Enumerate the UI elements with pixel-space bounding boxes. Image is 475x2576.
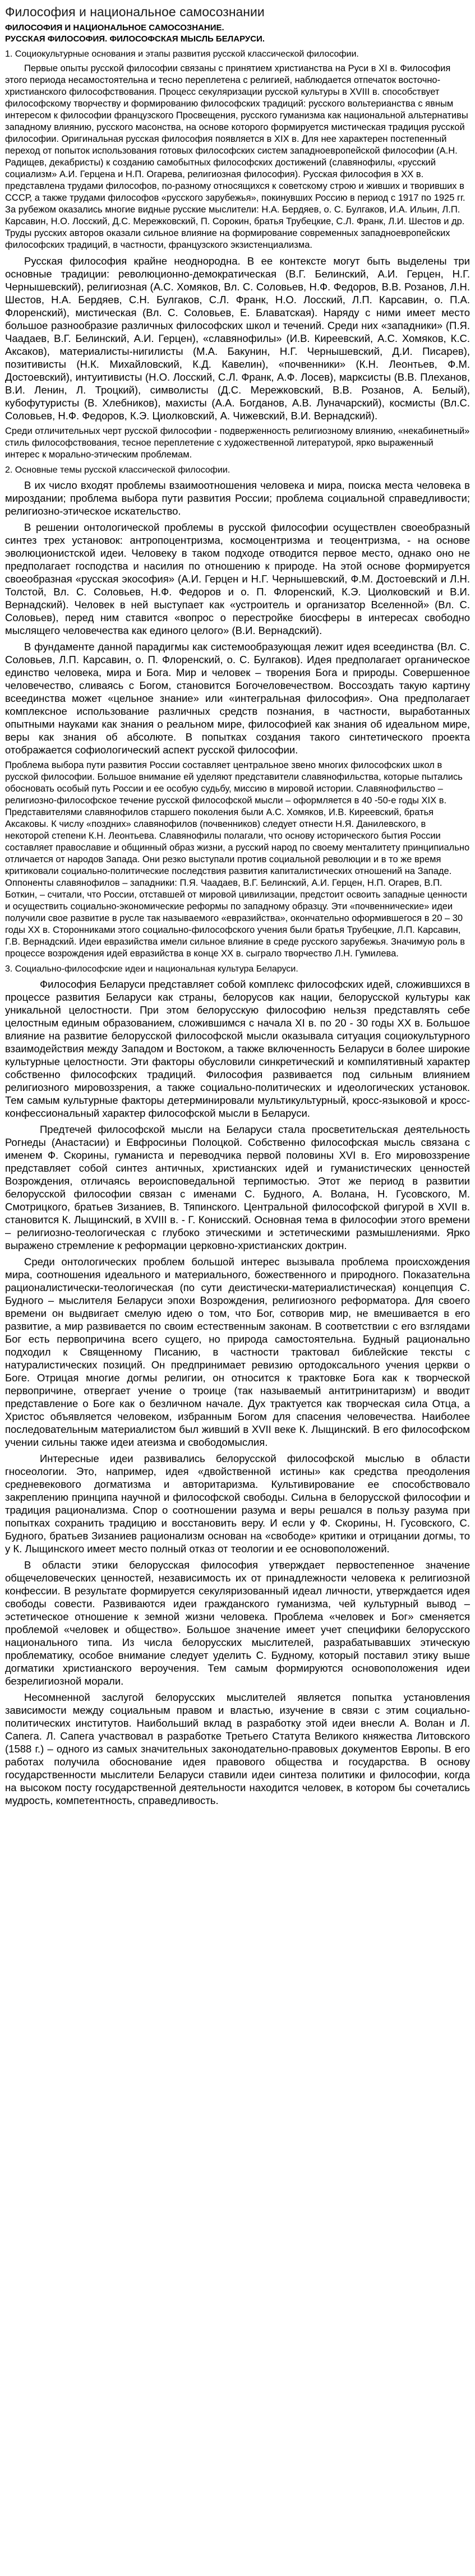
paragraph: Первые опыты русской философии связаны с принятием христианства на Руси в XI в. Философия этого периода несамостоятельна и тесно переплетена с религией, наблюдается отпечаток восточно-христианского философствования. Процесс секуляризации русской культуры в XVIII в. способствует философскому творчеству и формированию философских традиций: русского вольтерианства с явным интересом к философии французского Просвещения, русского гуманизма как национальной альтернативы западному влиянию, русского масонства, на основе которого формируется мистическая традиция русской философии. Оригинальная русская философия появляется в XIX в. Для нее характерен постепенный переход от попыток использования готовых философских систем западноевропейской философии (А.Н. Радищев, декабристы) к созданию самобытных философских достижений (славянофилы, «русский социализм» А.И. Герцена и Н.П. Огарева, религиозная философия). Русская философия в XX в. представлена трудами философов, по-разному относящихся к советскому строю и живших и творивших в СССР, а также трудами философов «русского зарубежья», покинувших Россию в период с 1917 по 1925 гг. За рубежом оказались многие видные русские мыслители: Н.А. Бердяев, о. С. Булгаков, И.А. Ильин, Л.П. Карсавин, Н.О. Лосский, Д.С. Мережковский, П. Сорокин, братья Трубецкие, С.Л. Франк, Л.И. Шестов и др. Труды русских авторов оказали сильное влияние на формирование современных западноевропейских философских традиций, в частности, французского экзистенциализма. <box>5 63 468 250</box>
section-heading: 2. Основные темы русской классической философии. <box>5 465 230 475</box>
page-title: Философия и национальное самосознании <box>5 4 265 19</box>
paragraph: Интересные идеи развивались белорусской философской мыслью в области гносеологии. Это, например, идея «двойственной истины» как средства преодоления средневекового догматизма и авторитаризма. Культивирование ее способствовало закреплению принципа научной и философской свободы. Сильна в белорусской философии и традиция рационализма. Спор о соотношении разума и веры решался в пользу разума при попытках сохранить традицию и восстановить веру. И если у Ф. Скорины, Н. Гусовского, С. Будного, братьев Зизаниев рационализм основан на «свободе» критики и отрицании догмы, то у К. Лыщинского имеет место полный отказ от теологии и ее основоположений. <box>5 1453 470 1555</box>
section-heading: 1. Социокультурные основания и этапы развития русской классической философии. <box>5 49 359 59</box>
paragraph: В их число входят проблемы взаимоотношения человека и мира, поиска места человека в мироздании; проблема выбора пути развития России; проблема социальной справедливости; религиозно-этическое искательство. <box>5 479 470 517</box>
paragraph: Проблема выбора пути развития России составляет центральное звено многих философских школ в русской философии. Большое внимание ей уделяют представители славянофильства, которые пытались обосновать особый путь России и ее особую судьбу, миссию в мировой истории. Славянофильство – религиозно-философское течение русской философской мысли – оформляется в 40 -50-е годы XIX в. Представителями славянофилов старшего поколения были А.С. Хомяков, И.В. Киреевский, братья Аксаковы. К числу «поздних» славянофилов (почвенников) следует отнести Н.Я. Данилевского, в некоторой степени К.Н. Леонтьева. Славянофилы полагали, что основу исторического бытия России составляет православие и общинный образ жизни, а русский народ по своему менталитету принципиально отличается от народов Запада. Они резко выступали против социальной революции и в то же время критиковали социально-политические последствия развития капиталистических отношений на Западе. Оппоненты славянофилов – западники: П.Я. Чаадаев, В.Г. Белинский, А.И. Герцен, Н.П. Огарев, В.П. Боткин, – считали, что России, отставшей от мировой цивилизации, предстоит освоить западные ценности и осуществить социально-экономические реформы по западному образцу. Эти «почвеннические» идеи получили свое развитие в русле так называемого «евразийства», окончательно оформившегося в 20 – 30 годы XX в. Сторонниками этого социально-философского учения были братья Трубецкие, Л.П. Карсавин, Г.В. Вернадский. Идеи евразийства имели сильное влияние в среде русского зарубежья. Значимую роль в процессе возрождения идей евразийства в конце XX в. сыграло творчество Л.Н. Гумилева. <box>5 760 470 959</box>
paragraph: Среди онтологических проблем большой интерес вызывала проблема происхождения мира, соотношения идеального и материального, божественного и природного. Показательна рационалистически-теологическая (по сути деистически-материалистическая) концепция С. Будного – мыслителя Беларуси эпохи Возрождения, религиозного реформатора. Для своего времени он выдвигает смелую идею о том, что Бог, сотворив мир, не вмешивается в его развитие, а мир развивается по своим естественным законам. В соответствии с его взглядами Бог есть первопричина всего сущего, но природа самостоятельна. Будный рационально подходил к Священному Писанию, в частности трактовал библейские тексты с натуралистических позиций. Он предпринимает ревизию ортодоксального учения церкви о Боге. Отрицая многие догмы религии, он относится к трактовке Бога как к творческой первопричине, отвергает учение о троице (так называемый антитринитаризм) и вводит представление о Боге как о безличном начале. Дух трактуется как творческая сила Отца, а Христос объявляется человеком, избранным Богом для спасения человечества. Наиболее последовательным материалистом был живший в XVII веке К. Лыщинский. В его философском учении сильны также идеи атеизма и свободомыслия. <box>5 1256 470 1448</box>
paragraph: В области этики белорусская философия утверждает первостепенное значение общечеловеческих ценностей, независимость их от принадлежности человека к религиозной конфессии. В результате формируется секуляризованный идеал личности, утверждается идея свободы совести. Развиваются идеи гражданского гуманизма, чей культурный вывод – эстетическое отношение к земной жизни человека. Проблема «человек и Бог» сменяется проблемой «человек и общество». Большое значение имеет учет специфики белорусского национального типа. Из числа белорусских мыслителей, разрабатывавших этическую проблематику, особое внимание следует уделить С. Будному, который поставил этику выше догматики христианского вероучения. Тем самым формируются основоположения идеи безрелигиозной морали. <box>5 1559 470 1687</box>
document-heading: ФИЛОСОФИЯ И НАЦИОНАЛЬНОЕ САМОСОЗНАНИЕ. <box>5 23 224 33</box>
paragraph: Предтечей философской мысли на Беларуси стала просветительская деятельность Рогнеды (Анастасии) и Евфросиньи Полоцкой. Собственно философская мысль связана с именем Ф. Скорины, гуманиста и переводчика первой половины XVI в. Его мировоззрение представляет собой синтез античных, христианских идей и гуманистических ценностей Возрождения, отличаясь вероисповедальной терпимостью. Этот же период в развитии белорусской философии связан с именами С. Будного, А. Волана, Н. Гусовского, М. Смотрицкого, братьев Зизаниев, В. Тяпинского. Центральной философской фигурой в XVII в. становится К. Лыщинский, в XVIII в. - Г. Конисский. Основная тема в философии этого времени – религиозно-теологическая с глубоко этическими и эстетическими размышлениями. Ярко выражено стремление к реформации церковно-христианских доктрин. <box>5 1123 470 1251</box>
paragraph: В решении онтологической проблемы в русской философии осуществлен своеобразный синтез трех установок: антропоцентризма, космоцентризма и теоцентризма, - на основе эволюционистской идеи. Человеку в таком подходе отводится первое место, однако оно не предполагает господства и насилия по отношению к природе. На этой основе формируется своеобразная «русская экософия» (А.И. Герцен и Н.Г. Чернышевский, Ф.М. Достоевский и Л.Н. Толстой, Вл. С. Соловьев, Н.Ф. Федоров и о. П. Флоренский, К.Э. Циолковский и В.И. Вернадский). Человек в ней выступает как «устроитель и организатор Вселенной» (Вл. С. Соловьев), перед ним ставится «вопрос о перестройке биосферы в интересах свободно мыслящего человечества как единого целого» (В.И. Вернадский). <box>5 521 470 636</box>
paragraph: Русская философия крайне неоднородна. В ее контексте могут быть выделены три основные традиции: революционно-демократическая (В.Г. Белинский, А.И. Герцен, Н.Г. Чернышевский), религиозная (А.С. Хомяков, Вл. С. Соловьев, Н.Ф. Федоров, В.В. Розанов, Л.Н. Шестов, Н.А. Бердяев, С.Н. Булгаков, С.Л. Франк, Н.О. Лосский, Л.П. Карсавин, о. П.А. Флоренский), мистическая (Вл. С. Соловьев, Е. Блаватская). Наряду с ними имеет место большое разнообразие различных философских школ и течений. Среди них «западники» (П.Я. Чаадаев, В.Г. Белинский, А.И. Герцен), «славянофилы» (И.В. Киреевский, А.С. Хомяков, К.С. Аксаков), материалисты-нигилисты (М.А. Бакунин, Н.Г. Чернышевский, Д.И. Писарев), позитивисты (Н.К. Михайловский, К.Д. Кавелин), «почвенники» (К.Н. Леонтьев, Ф.М. Достоевский), интуитивисты (Н.О. Лосский, С.Л. Франк, А.Ф. Лосев), марксисты (В.В. Плеханов, В.И. Ленин, Л. Троцкий), символисты (Д.С. Мережковский, В.В. Розанов, А. Белый), кубофутуристы (В. Хлебников), махисты (А.А. Богданов, А.В. Луначарский), космисты (Вл.С. Соловьев, Н.Ф. Федоров, К.Э. Циолковский, А. Чижевский, В.И. Вернадский). <box>5 255 470 422</box>
paragraph: Несомненной заслугой белорусских мыслителей является попытка установления зависимости между социальным правом и властью, изучение в связи с этим социально-политических институтов. Наибольший вклад в разработку этой идеи внесли А. Волан и Л. Сапега. Л. Сапега участвовал в разработке Третьего Статута Великого княжества Литовского (1588 г.) – одного из самых значительных законодательно-правовых документов Европы. В его работах получила обоснование идея правового общества и государства. В основу государственности мыслители Беларуси ставили идеи синтеза политики и философии, когда на высоком посту государственной деятельности находится человек, в котором бы сочетались мудрость, компетентность, справедливость. <box>5 1691 470 1806</box>
paragraph: Философия Беларуси представляет собой комплекс философских идей, сложившихся в процессе развития Беларуси как страны, белорусов как нации, белорусской культуры как уникальной целостности. При этом белорусскую философию нельзя представлять себе целостным единым образованием, сложившимся с начала XI в. по 20 - 30 годы XX в. Большое влияние на развитие белорусской философской мысли оказывала ситуация социокультурного взаимодействия между Западом и Востоком, а также включенность Беларуси в более широкие культурные целостности. Эти факторы обусловили синкретический и компилятивный характер собственно философских традиций. Философия развивается под сильным влиянием религиозного мировоззрения, а также социально-политических и идеологических установок. Тем самым культурные факторы детерминировали мультикультурный, кросс-языковой и кросс-конфессиональный характер философской мысли в Беларуси. <box>5 978 470 1119</box>
paragraph: В фундаменте данной парадигмы как системообразующая лежит идея всеединства (Вл. С. Соловьев, Л.П. Карсавин, о. П. Флоренский, о. С. Булгаков). Идея предполагает органическое единство человека, мира и Бога. Мир и человек – творения Бога и природы. Совершенное человечество, сливаясь с Богом, становится Богочеловечеством. Воссоздать такую картину всеединства может «цельное знание» или «интегральная философия». Она предполагает комплексное использование различных средств познания, в частности, выработанных опытными науками как знания о реальном мире, философией как знания об идеальном мире, веры как знания об абсолюте. В попытках создания такого синтетического проекта отображается софиологический аспект русской философии. <box>5 641 470 756</box>
section-heading: 3. Социально-философские идеи и национальная культура Беларуси. <box>5 964 298 974</box>
document-subheading: РУССКАЯ ФИЛОСОФИЯ. ФИЛОСОФСКАЯ МЫСЛЬ БЕЛАРУСИ. <box>5 34 265 44</box>
paragraph: Среди отличительных черт русской философии - подверженность религиозному влиянию, «некабинетный» стиль философствования, тесное переплетение с художественной литературой, ярко выраженный интерес к морально-этическим проблемам. <box>5 426 470 460</box>
